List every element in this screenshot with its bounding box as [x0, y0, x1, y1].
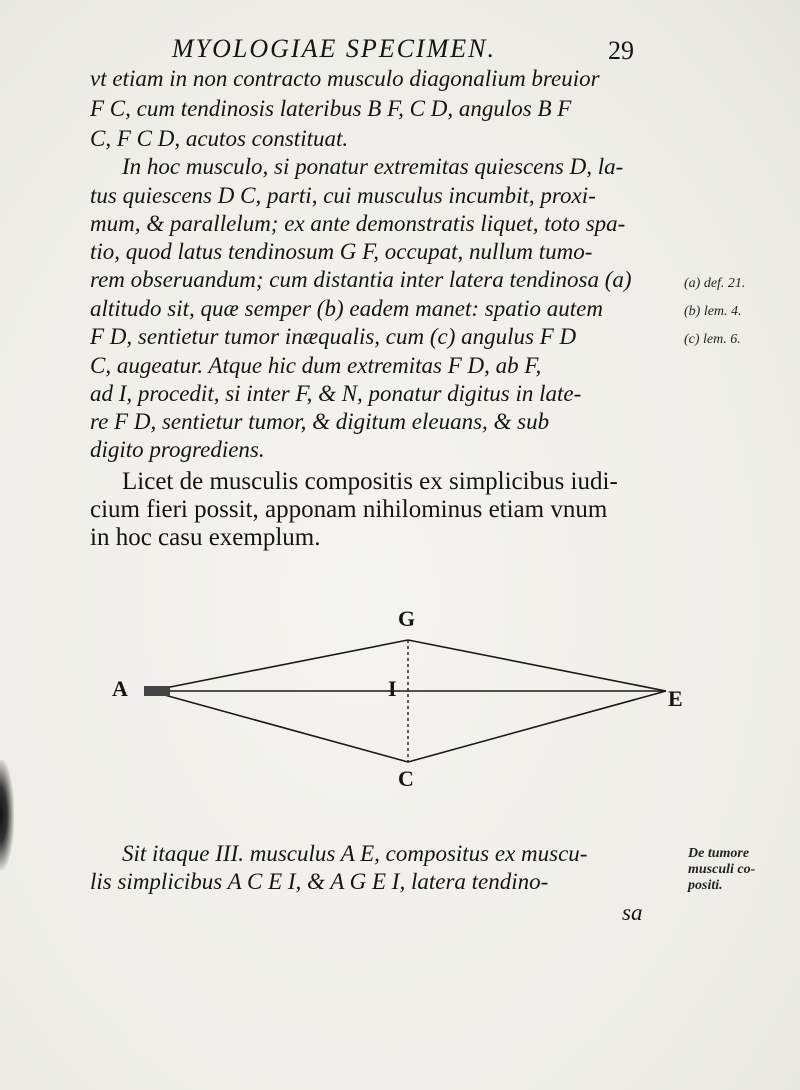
bottom-line: sa — [622, 900, 643, 925]
label-e: E — [668, 686, 683, 711]
body-line: C, F C D, acutos constituat. — [90, 126, 349, 151]
running-head: MYOLOGIAE SPECIMEN. — [172, 34, 496, 63]
side-note: musculi co- — [688, 862, 756, 877]
roman-line: cium fieri possit, apponam nihilominus etiam vnum — [90, 496, 608, 523]
body-line: altitudo sit, quæ semper (b) eadem manet: spatio autem — [90, 296, 603, 321]
binding-shadow — [0, 760, 14, 870]
page-number: 29 — [608, 36, 634, 65]
body-line: C, augeatur. Atque hic dum extremitas F D, ab F, — [90, 353, 542, 378]
body-line: mum, & parallelum; ex ante demonstratis liquet, toto spa- — [90, 211, 626, 236]
bottom-line: lis simplicibus A C E I, & A G E I, latera tendino- — [90, 869, 549, 894]
body-line: digito progrediens. — [90, 437, 265, 462]
body-line: vt etiam in non contracto musculo diagonalium breuior — [90, 66, 600, 91]
label-i: I — [388, 676, 397, 701]
body-line: re F D, sentietur tumor, & digitum eleuans, & sub — [90, 409, 550, 434]
body-line: F C, cum tendinosis lateribus B F, C D, angulos B F — [90, 96, 572, 121]
body-line: In hoc musculo, si ponatur extremitas quiescens D, la- — [122, 154, 624, 179]
label-g: G — [398, 606, 416, 631]
body-line: ad I, procedit, si inter F, & N, ponatur digitus in late- — [90, 381, 582, 406]
muscle-figure — [100, 600, 700, 800]
roman-line: Licet de musculis compositis ex simplicibus iudi- — [122, 468, 618, 495]
margin-note: (c) lem. 6. — [684, 332, 741, 347]
side-note: De tumore — [688, 846, 750, 861]
margin-note: (b) lem. 4. — [684, 304, 742, 319]
body-line: rem obseruandum; cum distantia inter latera tendinosa (a) — [90, 267, 632, 292]
label-c: C — [398, 766, 414, 791]
side-note: positi. — [688, 878, 723, 893]
body-line: tio, quod latus tendinosum G F, occupat, nullum tumo- — [90, 239, 593, 264]
body-line: tus quiescens D C, parti, cui musculus incumbit, proxi- — [90, 183, 596, 208]
margin-note: (a) def. 21. — [684, 276, 746, 291]
bottom-line: Sit itaque III. musculus A E, compositus ex muscu- — [122, 841, 588, 866]
body-line: F D, sentietur tumor inæqualis, cum (c) angulus F D — [90, 324, 577, 349]
page-header — [0, 30, 800, 70]
label-a: A — [112, 676, 128, 701]
roman-line: in hoc casu exemplum. — [90, 524, 321, 551]
